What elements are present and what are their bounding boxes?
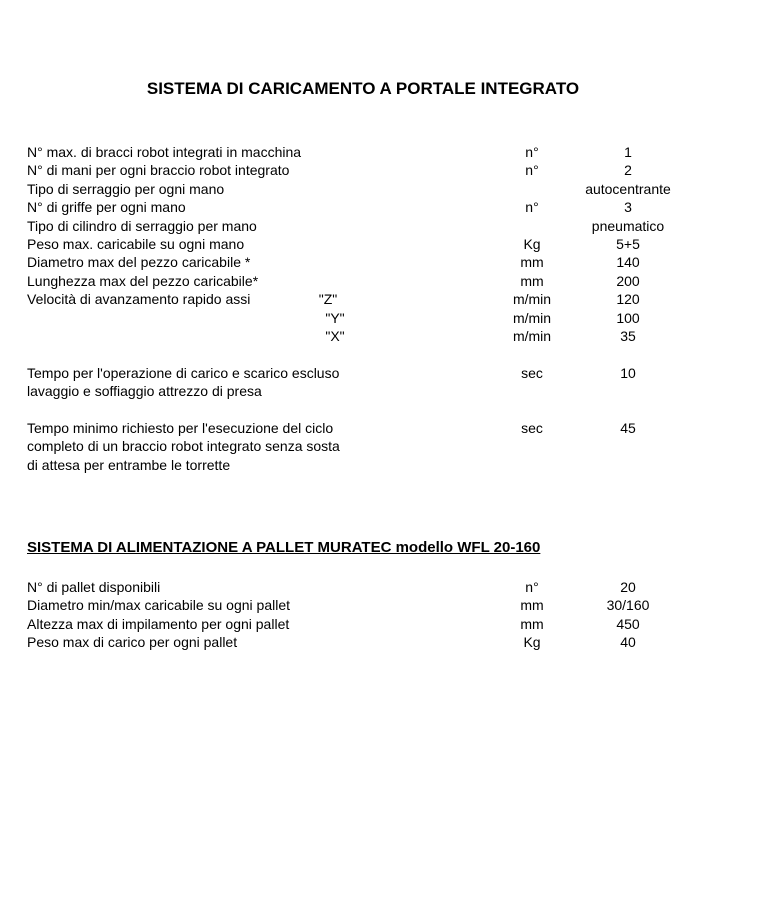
spec-label: N° di pallet disponibili xyxy=(27,579,161,595)
spec-row xyxy=(27,290,747,308)
spec-label-line: di attesa per entrambe le torrette xyxy=(27,456,231,473)
spec-label: Tipo di cilindro di serraggio per mano xyxy=(27,217,257,234)
spec-row xyxy=(27,235,747,253)
spec-axis: "Z" xyxy=(318,291,338,308)
spec-value: 100 xyxy=(616,309,640,326)
spec-value: 45 xyxy=(620,420,636,436)
spec-value: 120 xyxy=(616,291,640,308)
spec-row xyxy=(27,364,747,382)
spec-value: 3 xyxy=(624,199,632,216)
spec-label: Velocità di avanzamento rapido assi xyxy=(27,291,251,308)
spec-value: 20 xyxy=(620,579,636,595)
spec-unit: n° xyxy=(525,144,539,160)
spec-label: Diametro min/max caricabile su ogni pallet xyxy=(27,597,290,614)
spec-value: 1 xyxy=(624,144,632,160)
spec-row xyxy=(27,161,747,179)
spec-axis: "X" xyxy=(325,327,345,344)
spec-value: 5+5 xyxy=(616,235,640,252)
spec-label: Lunghezza max del pezzo caricabile* xyxy=(27,272,259,289)
spec-label: Peso max. caricabile su ogni mano xyxy=(27,235,245,252)
cycle-time-block xyxy=(27,419,747,474)
spec-label: N° di mani per ogni braccio robot integrato xyxy=(27,162,290,179)
spec-unit: mm xyxy=(520,615,544,632)
spec-row xyxy=(27,217,747,235)
spec-row xyxy=(27,198,747,216)
spec-value: 450 xyxy=(616,615,640,632)
spec-row xyxy=(27,272,747,290)
spec-value: 2 xyxy=(624,162,632,179)
spec-label-line: Tempo per l'operazione di carico e scarico escluso xyxy=(27,365,340,381)
spec-row xyxy=(27,596,747,614)
spec-row xyxy=(27,180,747,198)
spec-row xyxy=(27,419,747,437)
spec-unit: Kg xyxy=(523,235,541,252)
spec-label-line: completo di un braccio robot integrato senza sosta xyxy=(27,438,340,455)
spec-row xyxy=(27,309,747,327)
spec-label: N° di griffe per ogni mano xyxy=(27,199,186,216)
load-time-block xyxy=(27,364,747,401)
spec-unit: m/min xyxy=(512,291,552,308)
spec-row xyxy=(27,437,747,455)
spec-unit: mm xyxy=(520,597,544,614)
spec-label: Diametro max del pezzo caricabile * xyxy=(27,254,251,271)
spec-value: 140 xyxy=(616,254,640,271)
section-heading: SISTEMA DI ALIMENTAZIONE A PALLET MURATEC modello WFL 20-160 xyxy=(27,539,541,556)
spec-label-line: Tempo minimo richiesto per l'esecuzione del ciclo xyxy=(27,420,334,436)
spec-unit: m/min xyxy=(512,327,552,344)
spec-unit: mm xyxy=(520,272,544,289)
spec-unit: n° xyxy=(525,199,539,216)
spec-unit: Kg xyxy=(523,634,541,651)
pallet-spec-table xyxy=(27,578,747,652)
spec-unit: m/min xyxy=(512,309,552,326)
spec-value: 40 xyxy=(620,634,636,651)
spec-row xyxy=(27,578,747,596)
spec-unit: sec xyxy=(521,420,543,436)
spec-value: 30/160 xyxy=(606,597,650,614)
spec-row xyxy=(27,327,747,345)
spec-label-line: lavaggio e soffiaggio attrezzo di presa xyxy=(27,383,262,400)
spec-unit: n° xyxy=(525,162,539,179)
spec-unit: n° xyxy=(525,579,539,595)
spec-row xyxy=(27,633,747,651)
spec-label: Tipo di serraggio per ogni mano xyxy=(27,180,225,197)
spec-unit: sec xyxy=(521,365,543,381)
spec-row xyxy=(27,615,747,633)
spec-value: 200 xyxy=(616,272,640,289)
page-title: SISTEMA DI CARICAMENTO A PORTALE INTEGRATO xyxy=(146,79,580,98)
spec-label: N° max. di bracci robot integrati in macchina xyxy=(27,144,302,160)
spec-row xyxy=(27,143,747,161)
spec-value: autocentrante xyxy=(585,180,671,197)
spec-value: 35 xyxy=(620,327,636,344)
spec-row xyxy=(27,456,747,474)
spec-value: 10 xyxy=(620,365,636,381)
spec-row xyxy=(27,253,747,271)
spec-axis: "Y" xyxy=(325,309,345,326)
loader-spec-table xyxy=(27,143,747,345)
spec-label: Altezza max di impilamento per ogni pallet xyxy=(27,615,290,632)
spec-unit: mm xyxy=(520,254,544,271)
spec-value: pneumatico xyxy=(591,217,665,234)
spec-row xyxy=(27,382,747,400)
spec-label: Peso max di carico per ogni pallet xyxy=(27,634,238,651)
